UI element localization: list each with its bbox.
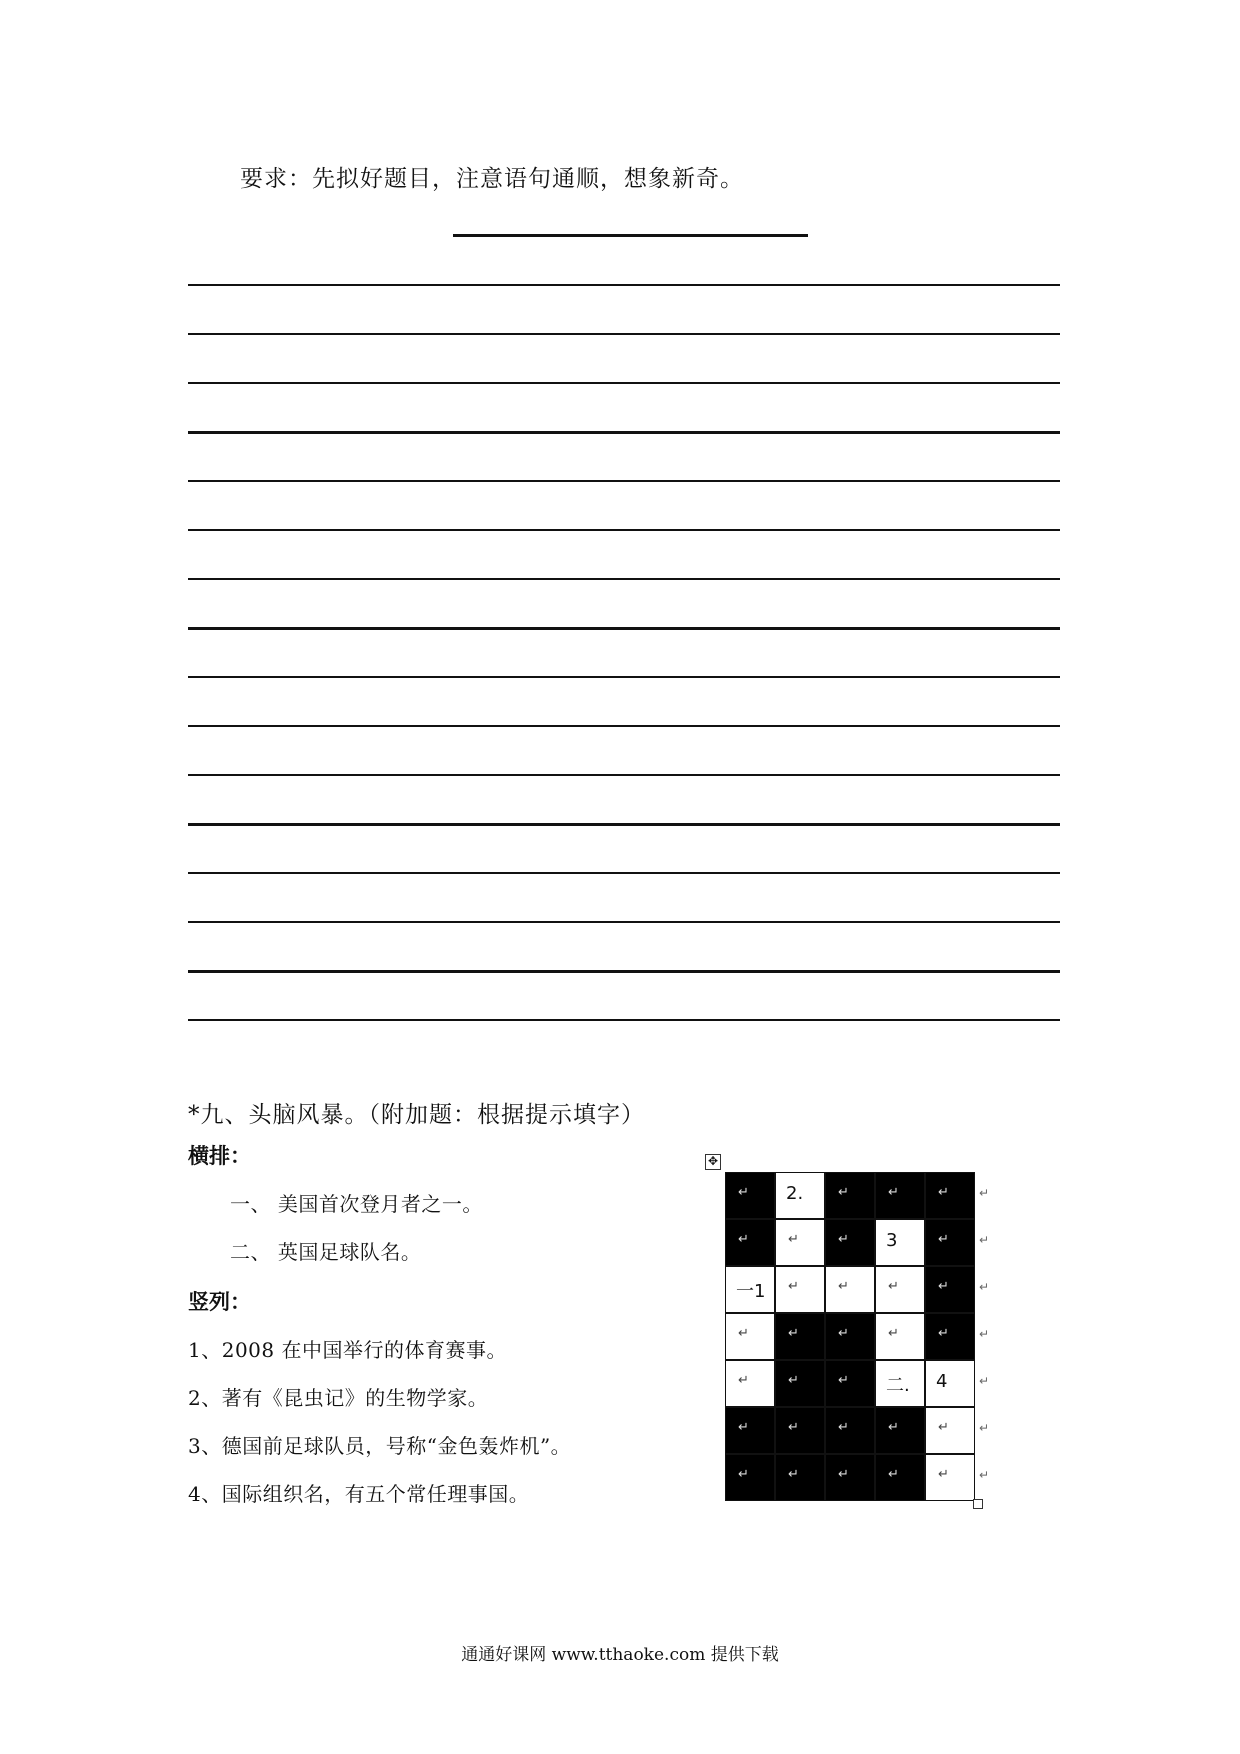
grid-cell-white[interactable] — [775, 1172, 825, 1219]
section-title: *九、头脑风暴。（附加题：根据提示填字） — [188, 1102, 645, 1128]
writing-line — [188, 725, 1060, 727]
paragraph-mark: ↵ — [888, 1279, 899, 1294]
row-end-mark: ↵ — [979, 1374, 990, 1388]
grid-cell-black — [825, 1219, 875, 1266]
paragraph-mark: ↵ — [738, 1326, 749, 1341]
paragraph-mark: ↵ — [788, 1279, 799, 1294]
grid-cell-black — [825, 1313, 875, 1360]
grid-cell-white[interactable] — [875, 1266, 925, 1313]
grid-cell-black — [825, 1454, 875, 1501]
writing-line — [188, 529, 1060, 531]
across-item-2: 二、 英国足球队名。 — [230, 1240, 422, 1264]
across-item-1: 一、 美国首次登月者之一。 — [230, 1192, 483, 1216]
writing-line — [188, 774, 1060, 776]
row-end-mark: ↵ — [979, 1280, 990, 1294]
paragraph-mark: ↵ — [838, 1420, 849, 1435]
writing-line — [188, 872, 1060, 874]
row-end-mark: ↵ — [979, 1421, 990, 1435]
grid-cell-white[interactable] — [925, 1454, 975, 1501]
grid-cell-white[interactable] — [875, 1219, 925, 1266]
grid-cell-white[interactable] — [925, 1360, 975, 1407]
grid-cell-black — [725, 1172, 775, 1219]
grid-cell-white[interactable] — [925, 1407, 975, 1454]
writing-line — [188, 382, 1060, 384]
paragraph-mark: ↵ — [888, 1420, 899, 1435]
writing-line — [188, 480, 1060, 482]
paragraph-mark: ↵ — [788, 1467, 799, 1482]
paragraph-mark: ↵ — [838, 1279, 849, 1294]
writing-line — [188, 676, 1060, 678]
paragraph-mark: ↵ — [838, 1232, 849, 1247]
writing-line — [188, 431, 1060, 434]
grid-cell-black — [875, 1454, 925, 1501]
grid-cell-black — [825, 1360, 875, 1407]
grid-cell-black — [775, 1360, 825, 1407]
grid-cell-white[interactable] — [725, 1360, 775, 1407]
grid-cell-black — [725, 1219, 775, 1266]
writing-requirement: 要求：先拟好题目，注意语句通顺，想象新奇。 — [240, 166, 744, 192]
grid-cell-black — [775, 1407, 825, 1454]
writing-line — [188, 921, 1060, 923]
clue-number: 一1 — [736, 1281, 766, 1302]
paragraph-mark: ↵ — [738, 1373, 749, 1388]
writing-line — [188, 627, 1060, 630]
paragraph-mark: ↵ — [888, 1185, 899, 1200]
table-resize-handle-icon[interactable] — [973, 1499, 983, 1509]
grid-cell-white[interactable] — [775, 1219, 825, 1266]
paragraph-mark: ↵ — [738, 1232, 749, 1247]
down-item-4: 4、国际组织名，有五个常任理事国。 — [188, 1482, 530, 1506]
clue-number: 二. — [886, 1375, 910, 1396]
paragraph-mark: ↵ — [788, 1373, 799, 1388]
grid-cell-black — [725, 1407, 775, 1454]
grid-cell-black — [925, 1266, 975, 1313]
writing-line — [188, 284, 1060, 286]
grid-cell-black — [725, 1454, 775, 1501]
paragraph-mark: ↵ — [788, 1232, 799, 1247]
paragraph-mark: ↵ — [888, 1326, 899, 1341]
grid-cell-white[interactable] — [725, 1266, 775, 1313]
paragraph-mark: ↵ — [788, 1420, 799, 1435]
grid-cell-white[interactable] — [825, 1266, 875, 1313]
row-end-mark: ↵ — [979, 1233, 990, 1247]
down-label: 竖列： — [188, 1289, 251, 1314]
grid-cell-white[interactable] — [875, 1360, 925, 1407]
paragraph-mark: ↵ — [938, 1185, 949, 1200]
paragraph-mark: ↵ — [938, 1467, 949, 1482]
paragraph-mark: ↵ — [738, 1420, 749, 1435]
grid-cell-white[interactable] — [775, 1266, 825, 1313]
down-item-2: 2、著有《昆虫记》的生物学家。 — [188, 1386, 489, 1410]
grid-cell-black — [775, 1454, 825, 1501]
clue-number: 4 — [936, 1371, 948, 1392]
writing-line — [188, 823, 1060, 826]
paragraph-mark: ↵ — [938, 1326, 949, 1341]
paragraph-mark: ↵ — [788, 1326, 799, 1341]
grid-cell-black — [775, 1313, 825, 1360]
row-end-mark: ↵ — [979, 1186, 990, 1200]
row-end-mark: ↵ — [979, 1327, 990, 1341]
table-move-handle-icon[interactable]: ✥ — [705, 1154, 721, 1170]
grid-cell-black — [875, 1407, 925, 1454]
paragraph-mark: ↵ — [938, 1232, 949, 1247]
footer: 通通好课网 www.tthaoke.com 提供下载 — [461, 1645, 779, 1665]
row-end-mark: ↵ — [979, 1468, 990, 1482]
paragraph-mark: ↵ — [938, 1420, 949, 1435]
paragraph-mark: ↵ — [888, 1467, 899, 1482]
grid-cell-black — [825, 1407, 875, 1454]
grid-cell-white[interactable] — [725, 1313, 775, 1360]
down-item-3: 3、德国前足球队员，号称“金色轰炸机”。 — [188, 1434, 572, 1458]
across-label: 横排： — [188, 1143, 251, 1168]
grid-cell-black — [925, 1172, 975, 1219]
grid-cell-black — [875, 1172, 925, 1219]
grid-cell-black — [925, 1219, 975, 1266]
paragraph-mark: ↵ — [838, 1326, 849, 1341]
paragraph-mark: ↵ — [838, 1467, 849, 1482]
grid-cell-white[interactable] — [875, 1313, 925, 1360]
writing-line — [188, 578, 1060, 580]
writing-line — [188, 333, 1060, 335]
writing-line — [188, 1019, 1060, 1021]
paragraph-mark: ↵ — [838, 1373, 849, 1388]
down-item-1: 1、2008 在中国举行的体育赛事。 — [188, 1338, 507, 1362]
paragraph-mark: ↵ — [738, 1185, 749, 1200]
paragraph-mark: ↵ — [838, 1185, 849, 1200]
clue-number: 3 — [886, 1230, 898, 1251]
paragraph-mark: ↵ — [938, 1279, 949, 1294]
title-blank-line — [453, 234, 808, 237]
grid-cell-black — [825, 1172, 875, 1219]
grid-cell-black — [925, 1313, 975, 1360]
paragraph-mark: ↵ — [738, 1467, 749, 1482]
writing-line — [188, 970, 1060, 973]
clue-number: 2. — [786, 1183, 804, 1204]
